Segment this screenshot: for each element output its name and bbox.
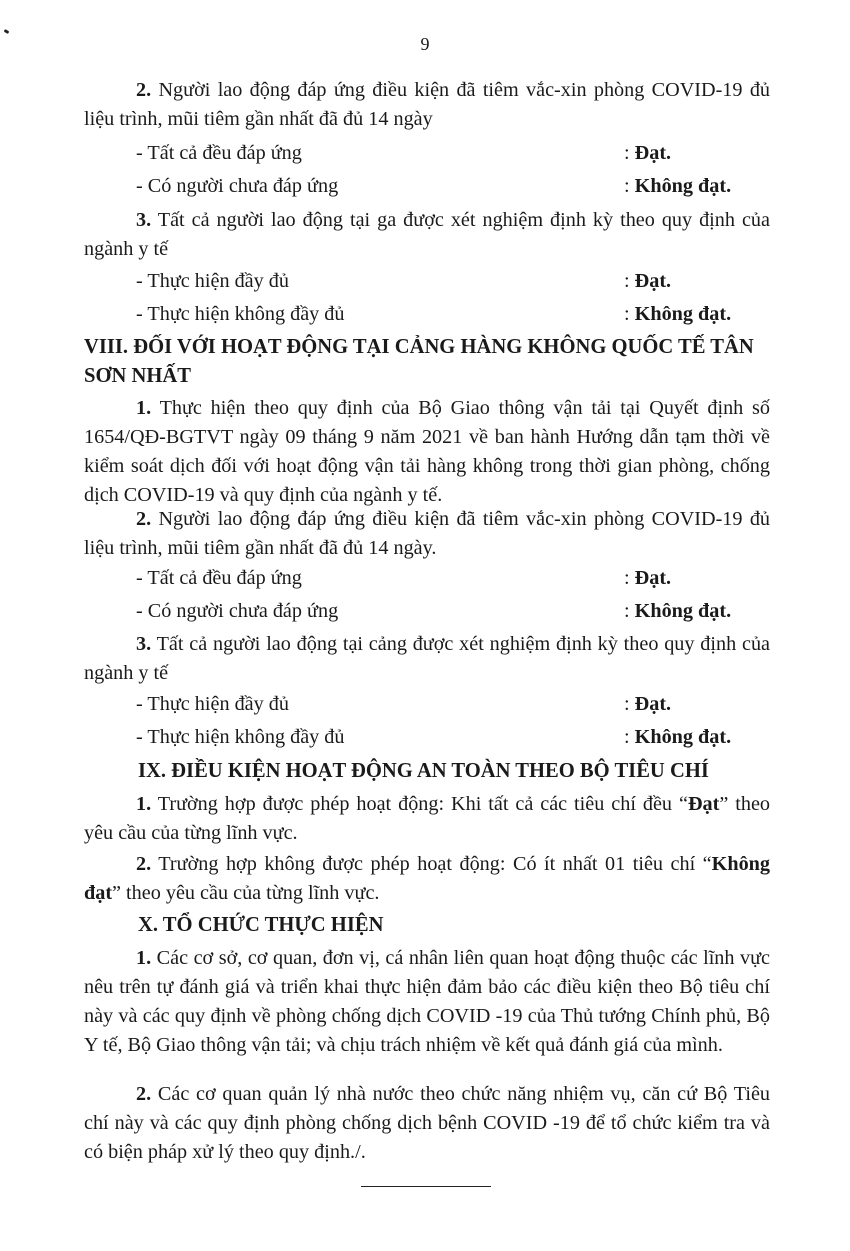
item-text: Thực hiện theo quy định của Bộ Giao thông vận tải tại Quyết định số 1654/QĐ-BGTVT ngày 09 tháng 9 năm 2021 về ban hành Hướng dẫn tạm thời về kiểm soát dịch đối với hoạt động vận tải hàng không trong thời gian phòng, chống dịch COVID-19 và quy định của ngành y tế. bbox=[84, 397, 770, 506]
bold-term: Đạt bbox=[687, 793, 720, 815]
item-text: Các cơ sở, cơ quan, đơn vị, cá nhân liên quan hoạt động thuộc các lĩnh vực nêu trên tự đánh giá và triển khai thực hiện đảm bảo các điều kiện theo Bộ tiêu chí này và các quy định về phòng chống dịch COVID -19 của Thủ tướng Chính phủ, Bộ Y tế, Bộ Giao thông vận tải; và chịu trách nhiệm về kết quả đánh giá của mình. bbox=[84, 947, 771, 1056]
paragraph-testing-airport bbox=[84, 630, 770, 688]
paragraph-testing-station bbox=[84, 206, 770, 264]
criterion-result: : Đạt. bbox=[624, 567, 672, 589]
item-number: 2. bbox=[136, 1083, 152, 1105]
paragraph-vaccination-station bbox=[84, 76, 770, 134]
section-heading-ix: IX. ĐIỀU KIỆN HOẠT ĐỘNG AN TOÀN THEO BỘ TIÊU CHÍ bbox=[138, 760, 709, 782]
item-number: 2. bbox=[136, 79, 152, 101]
item-text: Tất cả người lao động tại ga được xét nghiệm định kỳ theo quy định của ngành y tế bbox=[84, 209, 770, 260]
criterion-result: : Đạt. bbox=[624, 693, 672, 715]
item-text: Tất cả người lao động tại cảng được xét nghiệm định kỳ theo quy định của ngành y tế bbox=[84, 633, 770, 684]
section-heading-viii: VIII. ĐỐI VỚI HOẠT ĐỘNG TẠI CẢNG HÀNG KHÔNG QUỐC TẾ TÂN SƠN NHẤT bbox=[84, 336, 754, 387]
item-number: 3. bbox=[136, 209, 152, 231]
paragraph-airport-regulation bbox=[84, 394, 770, 510]
criterion-label: - Thực hiện không đầy đủ bbox=[136, 726, 345, 748]
criterion-result: : Không đạt. bbox=[624, 175, 732, 197]
criterion-label: - Tất cả đều đáp ứng bbox=[136, 567, 302, 589]
item-number: 2. bbox=[136, 853, 152, 875]
criterion-result: : Không đạt. bbox=[624, 303, 732, 325]
criterion-label: - Có người chưa đáp ứng bbox=[136, 600, 339, 622]
item-number: 1. bbox=[136, 397, 152, 419]
criterion-label: - Thực hiện đầy đủ bbox=[136, 270, 289, 292]
criterion-result: : Đạt. bbox=[624, 270, 672, 292]
item-number: 1. bbox=[136, 793, 152, 815]
item-number: 3. bbox=[136, 633, 152, 655]
criterion-label: - Thực hiện đầy đủ bbox=[136, 693, 289, 715]
item-text: Người lao động đáp ứng điều kiện đã tiêm vắc-xin phòng COVID-19 đủ liệu trình, mũi tiêm gần nhất đã đủ 14 ngày. bbox=[84, 508, 771, 559]
item-number: 1. bbox=[136, 947, 152, 969]
paragraph-self-assessment bbox=[84, 944, 770, 1060]
paragraph-allowed-operation: 1. Trường hợp được phép hoạt động: Khi tất cả các tiêu chí đều “Đạt” theo yêu cầu của từng lĩnh vực. bbox=[84, 793, 771, 844]
page-number: 9 bbox=[420, 34, 430, 54]
paragraph-not-allowed-operation: 2. Trường hợp không được phép hoạt động: Có ít nhất 01 tiêu chí “Không đạt” theo yêu cầu của từng lĩnh vực. bbox=[84, 853, 771, 904]
criterion-label: - Tất cả đều đáp ứng bbox=[136, 142, 302, 164]
criterion-result: : Đạt. bbox=[624, 142, 672, 164]
criterion-label: - Có người chưa đáp ứng bbox=[136, 175, 339, 197]
paragraph-state-inspection bbox=[84, 1080, 770, 1167]
item-number: 2. bbox=[136, 508, 152, 530]
bold-term: Không đạt bbox=[84, 853, 771, 904]
criterion-label: - Thực hiện không đầy đủ bbox=[136, 303, 345, 325]
section-heading-x: X. TỔ CHỨC THỰC HIỆN bbox=[138, 914, 384, 936]
item-text: Các cơ quan quản lý nhà nước theo chức năng nhiệm vụ, căn cứ Bộ Tiêu chí này và các quy định phòng chống dịch bệnh COVID -19 để tổ chức kiểm tra và có biện pháp xử lý theo quy định./. bbox=[84, 1083, 770, 1163]
closing-rule bbox=[361, 1186, 491, 1187]
paragraph-vaccination-airport bbox=[84, 505, 770, 563]
item-text: Người lao động đáp ứng điều kiện đã tiêm vắc-xin phòng COVID-19 đủ liệu trình, mũi tiêm gần nhất đã đủ 14 ngày bbox=[84, 79, 771, 130]
criterion-result: : Không đạt. bbox=[624, 600, 732, 622]
criterion-result: : Không đạt. bbox=[624, 726, 732, 748]
